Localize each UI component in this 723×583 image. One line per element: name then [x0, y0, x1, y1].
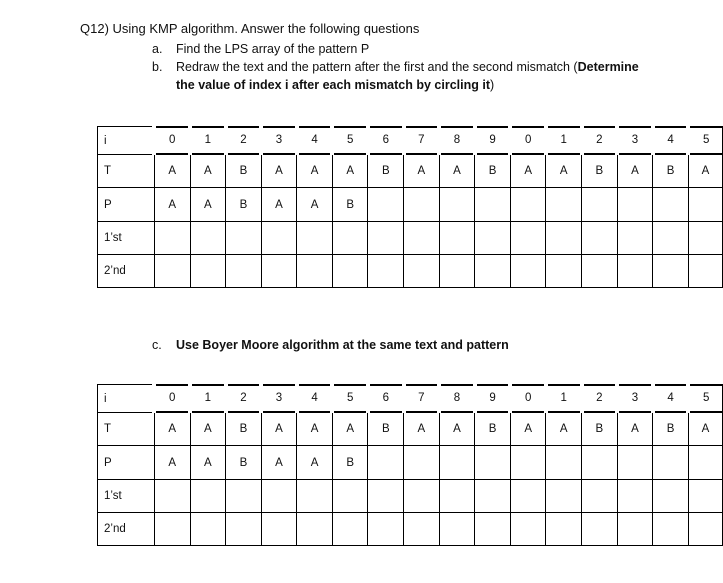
table-cell: [368, 385, 404, 413]
row-label: T: [98, 155, 155, 188]
table-cell: [546, 127, 582, 155]
row-label: P: [98, 446, 155, 480]
table-cell: [226, 127, 262, 155]
table-cell: [332, 222, 368, 255]
table-cell: B: [226, 446, 262, 480]
table-cell: [368, 127, 404, 155]
table-cell: [368, 513, 404, 546]
table-cell: [154, 222, 190, 255]
table-cell: [261, 255, 297, 288]
table-cell: [617, 188, 653, 222]
table-cell: A: [510, 155, 546, 188]
item-c-mark: c.: [152, 338, 162, 352]
table-cell: [190, 255, 226, 288]
table-cell: A: [404, 413, 440, 446]
table-cell: [190, 480, 226, 513]
table-cell: [261, 127, 297, 155]
index-box: 3: [618, 127, 652, 154]
table-cell: A: [297, 446, 333, 480]
table-cell: [439, 446, 475, 480]
table-cell: [617, 513, 653, 546]
table-cell: [653, 222, 689, 255]
index-box: 4: [654, 385, 688, 412]
table-cell: [688, 255, 722, 288]
table-row: [98, 155, 723, 188]
table-cell: [332, 385, 368, 413]
item-c-text: Use Boyer Moore algorithm at the same text and pattern: [176, 338, 509, 352]
table-cell: B: [582, 155, 618, 188]
table-cell: A: [439, 413, 475, 446]
table-cell: [261, 513, 297, 546]
table-cell: [546, 188, 582, 222]
table-cell: A: [688, 413, 722, 446]
table-cell: B: [653, 413, 689, 446]
index-box: 8: [440, 127, 474, 154]
table-cell: [475, 480, 511, 513]
table-cell: A: [154, 155, 190, 188]
table-cell: [154, 385, 190, 413]
table-row: [98, 480, 723, 513]
table-cell: A: [190, 155, 226, 188]
row-label: T: [98, 413, 155, 446]
table-cell: [546, 446, 582, 480]
table-cell: [439, 222, 475, 255]
table-cell: [653, 127, 689, 155]
table-cell: [404, 127, 440, 155]
table-cell: [154, 513, 190, 546]
index-box: 3: [618, 385, 652, 412]
table-cell: B: [332, 446, 368, 480]
index-box: 6: [369, 385, 403, 412]
table-cell: [332, 513, 368, 546]
table-cell: [368, 188, 404, 222]
item-a-text: Find the LPS array of the pattern P: [176, 42, 370, 56]
table-cell: A: [546, 413, 582, 446]
index-box: 4: [298, 127, 332, 154]
table-cell: [688, 385, 722, 413]
table-cell: [297, 255, 333, 288]
item-b-line2: [176, 76, 494, 94]
table-cell: [297, 480, 333, 513]
table-cell: A: [688, 155, 722, 188]
table-cell: [368, 446, 404, 480]
table-cell: [582, 446, 618, 480]
index-box: 5: [333, 385, 367, 412]
table-cell: [653, 513, 689, 546]
index-box: 0: [511, 127, 545, 154]
index-box: 5: [689, 385, 722, 412]
table-cell: [582, 255, 618, 288]
table-cell: [368, 222, 404, 255]
table-cell: [582, 222, 618, 255]
table-cell: [546, 513, 582, 546]
table-cell: [261, 222, 297, 255]
table-cell: [439, 127, 475, 155]
table-cell: [510, 222, 546, 255]
table-cell: [297, 127, 333, 155]
row-label: P: [98, 188, 155, 222]
table-cell: [154, 480, 190, 513]
question-title: Q12) Using KMP algorithm. Answer the following questions: [80, 21, 420, 36]
table-cell: [617, 480, 653, 513]
row-label: i: [98, 127, 155, 155]
table-cell: [653, 480, 689, 513]
table-cell: [190, 127, 226, 155]
item-b-mark: b.: [152, 60, 163, 74]
table-cell: [582, 188, 618, 222]
table-cell: A: [261, 155, 297, 188]
table-cell: [439, 255, 475, 288]
item-b-line1: [176, 58, 639, 76]
index-box: 1: [547, 385, 581, 412]
table-cell: [653, 188, 689, 222]
table-cell: [475, 513, 511, 546]
table-cell: [510, 480, 546, 513]
table-cell: [510, 385, 546, 413]
index-box: 6: [369, 127, 403, 154]
table-cell: A: [261, 188, 297, 222]
table-cell: [617, 127, 653, 155]
table-cell: [404, 222, 440, 255]
row-label: 2’nd: [98, 255, 155, 288]
table-cell: B: [653, 155, 689, 188]
index-box: 4: [654, 127, 688, 154]
table-cell: [475, 446, 511, 480]
table-cell: [688, 446, 722, 480]
table-cell: [154, 255, 190, 288]
row-label: 2’nd: [98, 513, 155, 546]
table-cell: B: [226, 155, 262, 188]
item-b-bold: Determine: [577, 60, 639, 74]
index-box: 3: [262, 127, 296, 154]
table-cell: [332, 127, 368, 155]
table-cell: A: [297, 413, 333, 446]
table-cell: [475, 385, 511, 413]
table-cell: A: [297, 155, 333, 188]
table-cell: [368, 255, 404, 288]
table-cell: A: [154, 413, 190, 446]
table-cell: [546, 480, 582, 513]
table-row: [98, 513, 723, 546]
table-cell: [475, 255, 511, 288]
item-b-line2-bold: the value of index i after each mismatch by circling it: [176, 78, 490, 92]
table-cell: A: [439, 155, 475, 188]
table-cell: A: [190, 188, 226, 222]
table-cell: [297, 513, 333, 546]
table-cell: [404, 513, 440, 546]
table-cell: A: [190, 446, 226, 480]
table-cell: [653, 255, 689, 288]
index-box: 0: [511, 385, 545, 412]
table-cell: A: [617, 155, 653, 188]
table-cell: [332, 255, 368, 288]
table-cell: A: [332, 155, 368, 188]
table-cell: [688, 127, 722, 155]
table-cell: [190, 222, 226, 255]
table-cell: A: [297, 188, 333, 222]
index-box: 3: [262, 385, 296, 412]
index-box: 5: [333, 127, 367, 154]
index-box: 2: [227, 385, 261, 412]
table-cell: [404, 385, 440, 413]
index-box: 8: [440, 385, 474, 412]
table-cell: A: [546, 155, 582, 188]
table-cell: [688, 188, 722, 222]
index-box: 1: [191, 385, 225, 412]
table-cell: [226, 385, 262, 413]
table-cell: B: [582, 413, 618, 446]
table-cell: A: [332, 413, 368, 446]
table-cell: [582, 385, 618, 413]
table-cell: A: [617, 413, 653, 446]
table-row: [98, 188, 723, 222]
table-cell: [510, 255, 546, 288]
table-cell: [688, 513, 722, 546]
index-box: 1: [191, 127, 225, 154]
table-cell: [261, 385, 297, 413]
item-a-mark: a.: [152, 42, 163, 56]
index-box: 7: [405, 127, 439, 154]
table-cell: [154, 127, 190, 155]
table-cell: [404, 480, 440, 513]
table-cell: A: [154, 188, 190, 222]
item-c: [152, 336, 672, 354]
table-row: [98, 127, 723, 155]
table-cell: B: [332, 188, 368, 222]
row-label: i: [98, 385, 155, 413]
table-row: [98, 385, 723, 413]
table-cell: [297, 385, 333, 413]
index-box: 9: [476, 385, 510, 412]
table-row: [98, 222, 723, 255]
table-cell: A: [510, 413, 546, 446]
table-cell: [617, 446, 653, 480]
table-cell: [297, 222, 333, 255]
table-cell: [582, 127, 618, 155]
table-cell: [404, 446, 440, 480]
table-cell: [617, 222, 653, 255]
table-cell: [368, 480, 404, 513]
index-box: 0: [155, 127, 189, 154]
boyer-moore-table: [97, 384, 723, 546]
table-cell: [226, 255, 262, 288]
index-box: 0: [155, 385, 189, 412]
index-box: 4: [298, 385, 332, 412]
table-cell: [510, 513, 546, 546]
row-label: 1’st: [98, 480, 155, 513]
table-cell: [546, 222, 582, 255]
kmp-table: [97, 126, 723, 288]
index-box: 2: [583, 127, 617, 154]
table-cell: A: [404, 155, 440, 188]
table-row: [98, 446, 723, 480]
table-cell: [546, 255, 582, 288]
table-cell: [582, 480, 618, 513]
table-row: [98, 255, 723, 288]
row-label: 1’st: [98, 222, 155, 255]
index-box: 9: [476, 127, 510, 154]
table-cell: [261, 480, 297, 513]
table-cell: A: [261, 413, 297, 446]
table-cell: [190, 385, 226, 413]
table-cell: [617, 255, 653, 288]
item-b-text: Redraw the text and the pattern after the first and the second mismatch (: [176, 60, 578, 74]
table-cell: B: [368, 155, 404, 188]
table-cell: [653, 385, 689, 413]
item-b: [152, 58, 712, 94]
table-cell: [510, 127, 546, 155]
item-a: [152, 40, 672, 58]
table-cell: [688, 222, 722, 255]
table-cell: B: [475, 413, 511, 446]
index-box: 1: [547, 127, 581, 154]
index-box: 2: [227, 127, 261, 154]
table-cell: A: [190, 413, 226, 446]
table-cell: [404, 188, 440, 222]
table-cell: [404, 255, 440, 288]
table-row: [98, 413, 723, 446]
table-cell: [688, 480, 722, 513]
table-cell: [475, 188, 511, 222]
table-cell: B: [226, 188, 262, 222]
table-cell: A: [154, 446, 190, 480]
table-cell: [510, 188, 546, 222]
table-cell: [332, 480, 368, 513]
table-cell: B: [368, 413, 404, 446]
table-cell: B: [226, 413, 262, 446]
table-cell: [617, 385, 653, 413]
table-cell: [475, 222, 511, 255]
table-cell: [439, 385, 475, 413]
table-cell: [439, 480, 475, 513]
table-cell: [510, 446, 546, 480]
table-cell: [475, 127, 511, 155]
table-cell: [582, 513, 618, 546]
table-cell: [226, 222, 262, 255]
index-box: 7: [405, 385, 439, 412]
table-cell: [226, 513, 262, 546]
table-cell: [546, 385, 582, 413]
table-cell: [439, 513, 475, 546]
index-box: 5: [689, 127, 722, 154]
index-box: 2: [583, 385, 617, 412]
table-cell: B: [475, 155, 511, 188]
item-b-line2-tail: ): [489, 78, 495, 92]
table-cell: [439, 188, 475, 222]
table-cell: A: [261, 446, 297, 480]
table-cell: [226, 480, 262, 513]
table-cell: [190, 513, 226, 546]
table-cell: [653, 446, 689, 480]
